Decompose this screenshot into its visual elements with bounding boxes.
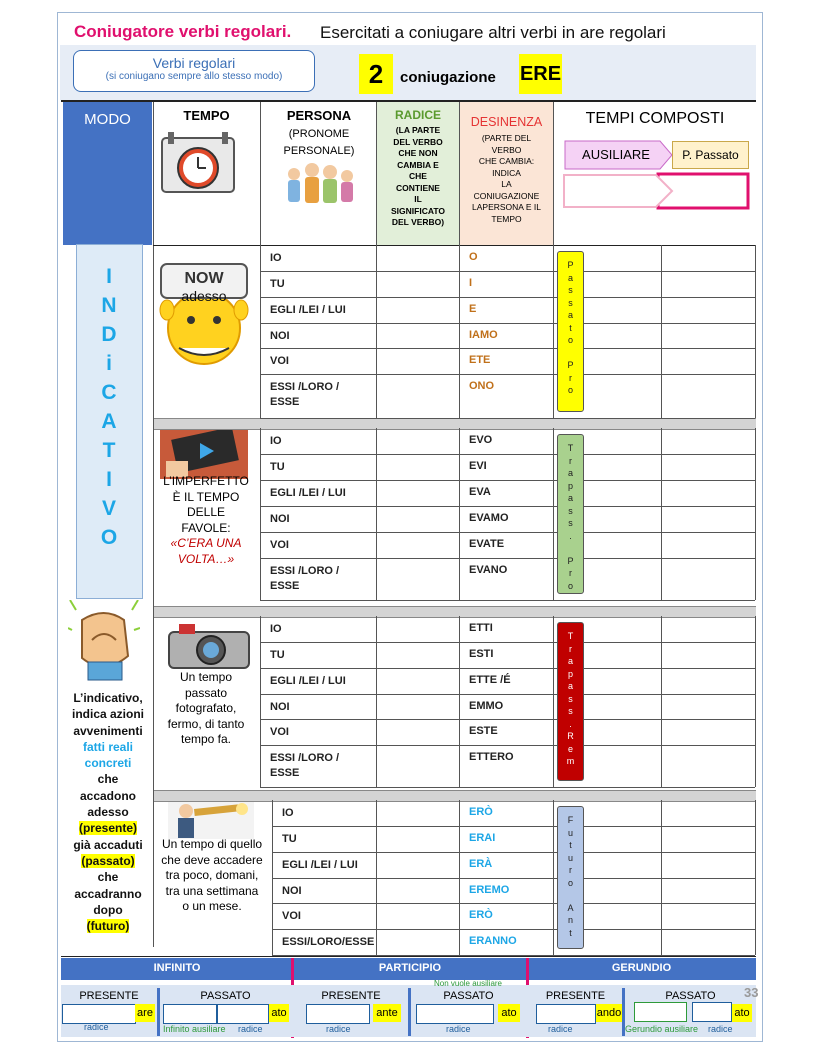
radice-input-cell[interactable] [377, 930, 458, 954]
persona-cell: NOI [282, 885, 302, 897]
table-bottom-line [61, 956, 756, 957]
participio-input-cell[interactable] [662, 298, 754, 322]
participio-passato-radice-hint: radice [446, 1024, 471, 1034]
persona-cell: ESSI /LORO / ESSE [270, 381, 340, 408]
radice-input-cell[interactable] [377, 617, 458, 641]
desinenza-cell: ESTE [469, 725, 498, 737]
desinenza-cell: EVATE [469, 538, 505, 550]
persona-cell: VOI [270, 355, 289, 367]
participio-input-cell[interactable] [662, 533, 754, 557]
gerundio-presente: PRESENTE [545, 990, 606, 1002]
col-line-4 [459, 102, 460, 245]
participio-label: PARTICIPIO [378, 962, 442, 974]
participio-input-cell[interactable] [662, 669, 754, 693]
radice-input-cell[interactable] [377, 695, 458, 718]
desinenza-cell: ETTI [469, 622, 493, 634]
indicativo-line: accadono [79, 788, 136, 803]
desinenza-cell: EVA [469, 486, 491, 498]
indicativo-line: dopo [93, 902, 123, 917]
ausiliare-input-cell[interactable] [586, 904, 660, 928]
ausiliare-input-cell[interactable] [586, 695, 660, 718]
indicativo-line: adesso [87, 805, 129, 820]
desinenza-cell: EREMO [469, 884, 510, 896]
modo-label: MODO [84, 111, 131, 128]
desinenza-cell: EVANO [469, 564, 508, 576]
col-line-2 [260, 102, 261, 245]
participio-input-cell[interactable] [662, 375, 754, 417]
row-right-line [755, 428, 756, 600]
tempo-description: Un tempo passato fotografato, fermo, di tanto tempo fa. [167, 670, 245, 746]
row-line [260, 787, 755, 788]
gerundio-passato-radice-hint: radice [708, 1024, 733, 1034]
ausiliare-input-cell[interactable] [586, 455, 660, 479]
persona-cell: NOI [270, 330, 290, 342]
persona-cell: TU [270, 461, 285, 473]
infinito-passato-radice-hint: radice [238, 1024, 263, 1034]
participio-input-cell[interactable] [662, 559, 754, 599]
ausiliare-input-cell[interactable] [586, 643, 660, 667]
indicativo-line: L’indicativo, [73, 691, 143, 705]
indicativo-line: che [97, 772, 119, 787]
infinito-ato-suffix: ato [269, 1004, 289, 1022]
infinito-ausiliare-input[interactable] [163, 1004, 217, 1024]
participio-input-cell[interactable] [662, 695, 754, 718]
participio-input-cell[interactable] [662, 801, 754, 825]
infinito-label: INFINITO [153, 962, 201, 974]
indicativo-line: fatti reali [82, 739, 133, 754]
ausiliare-input-cell[interactable] [586, 801, 660, 825]
ausiliare-input-cell[interactable] [586, 533, 660, 557]
radice-input-cell[interactable] [377, 720, 458, 744]
desinenza-cell: ETE [469, 354, 491, 366]
col-line-5 [553, 102, 554, 245]
radice-input-cell[interactable] [377, 455, 458, 479]
row-line [260, 600, 755, 601]
indicativo-line: (passato) [81, 853, 135, 868]
modo-header [63, 102, 152, 245]
non-vuole-ausiliare: Non vuole ausiliare [433, 979, 503, 988]
radice-input-cell[interactable] [377, 298, 458, 322]
participio-input-cell[interactable] [662, 746, 754, 786]
pointing-hand-icon [68, 600, 140, 682]
header-title: Esercitati a coniugare altri verbi in are regolari [320, 23, 666, 42]
radice-input-cell[interactable] [377, 429, 458, 453]
ausiliare-input-cell[interactable] [586, 246, 660, 270]
radice-input-cell[interactable] [377, 853, 458, 877]
ausiliare-input-cell[interactable] [586, 720, 660, 744]
radice-input-cell[interactable] [377, 669, 458, 693]
ausiliare-input-cell[interactable] [586, 349, 660, 373]
ausiliare-input-cell[interactable] [586, 507, 660, 531]
participio-input-cell[interactable] [662, 827, 754, 851]
participio-presente-input[interactable] [306, 1004, 370, 1024]
row-right-line [755, 616, 756, 787]
desinenza-cell: ETTERO [469, 751, 514, 763]
radice-input-cell[interactable] [377, 349, 458, 373]
row-right-line [755, 800, 756, 955]
tempo-composto-label: P a s s a t o P r o [557, 251, 584, 412]
participio-input-cell[interactable] [662, 617, 754, 641]
tempo-composto-label: F u t u r o A n t [557, 806, 584, 949]
radice-input-cell[interactable] [377, 827, 458, 851]
radice-input-cell[interactable] [377, 375, 458, 417]
desinenza-cell: ERAI [469, 832, 496, 844]
persona-cell: VOI [282, 910, 301, 922]
tempi-composti-header: TEMPI COMPOSTI [585, 110, 725, 127]
persona-cell: EGLI /LEI / LUI [270, 487, 346, 499]
infinito-presente-input[interactable] [62, 1004, 136, 1024]
persona-header: PERSONA [286, 108, 352, 123]
camera-icon [167, 622, 251, 670]
participio-input-cell[interactable] [662, 853, 754, 877]
participio-input-cell[interactable] [662, 904, 754, 928]
radice-header: RADICE [394, 108, 441, 122]
infinito-radice-hint: radice [84, 1022, 109, 1032]
radice-input-cell[interactable] [377, 643, 458, 667]
indicativo-line: già accaduti [73, 837, 143, 852]
persona-cell: EGLI /LEI / LUI [270, 675, 346, 687]
gerundio-radice-input[interactable] [692, 1002, 732, 1022]
radice-input-cell[interactable] [377, 801, 458, 825]
persona-cell: TU [282, 833, 297, 845]
persona-cell: ESSI /LORO / ESSE [270, 565, 340, 592]
ausiliare-input-cell[interactable] [586, 853, 660, 877]
participio-input-cell[interactable] [662, 643, 754, 667]
ausiliare-label: AUSILIARE [582, 147, 650, 162]
participio-input-cell[interactable] [662, 455, 754, 479]
adesso-label: adesso [181, 288, 227, 304]
infinito-radice-input[interactable] [217, 1004, 269, 1024]
ausiliare-input-cell[interactable] [586, 324, 660, 347]
ausiliare-input-cell[interactable] [586, 559, 660, 599]
tempo-description: Un tempo di quello che deve accadere tra poco, domani, tra una settimana o un mese. [161, 837, 263, 913]
desinenza-sub: (PARTE DEL VERBO CHE CAMBIA: INDICA LA CONIUGAZIONE LAPERSONA E IL TEMPO [472, 133, 541, 224]
verbi-regolari-box [73, 50, 315, 92]
tempi-composti-input[interactable] [562, 172, 752, 210]
desinenza-header: DESINENZA [470, 115, 543, 129]
participio-input-cell[interactable] [662, 272, 754, 296]
ausiliare-input-cell[interactable] [586, 879, 660, 902]
coniugazione-number: 2 [359, 54, 393, 94]
radice-input-cell[interactable] [377, 904, 458, 928]
participio-input-cell[interactable] [662, 324, 754, 347]
gerundio-passato: PASSATO [665, 990, 716, 1002]
participio-ato-suffix: ato [498, 1004, 520, 1022]
persona-cell: VOI [270, 539, 289, 551]
gerundio-ausiliare-hint: Gerundio ausiliare [625, 1024, 699, 1034]
indicativo-line: concreti [84, 756, 132, 771]
verbi-regolari-sub: (si coniugano sempre allo stesso modo) [105, 71, 283, 82]
desinenza-cell: E [469, 303, 477, 315]
persona-cell: EGLI /LEI / LUI [270, 304, 346, 316]
gerundio-ausiliare-input[interactable] [634, 1002, 687, 1022]
radice-input-cell[interactable] [377, 324, 458, 347]
participio-input-cell[interactable] [662, 246, 754, 270]
ausiliare-input-cell[interactable] [586, 746, 660, 786]
participio-passato-input[interactable] [416, 1004, 494, 1024]
col-line-3 [376, 102, 377, 245]
tempo-composto-label: T r a p a s s . R e m [557, 622, 584, 781]
participio-passato: PASSATO [443, 990, 494, 1002]
radice-sub: (LA PARTE DEL VERBO CHE NON CAMBIA E CHE CONTIENE IL SIGNIFICATO DEL VERBO) [391, 125, 445, 227]
ausiliare-input-cell[interactable] [586, 617, 660, 641]
row-line [260, 418, 755, 419]
people-icon [282, 160, 358, 206]
header-title-red: Coniugatore verbi regolari. [74, 22, 292, 41]
desinenza-cell: EVAMO [469, 512, 509, 524]
coniugazione-label: coniugazione [400, 69, 496, 86]
radice-input-cell[interactable] [377, 246, 458, 270]
tempo-composto-label: T r a p a s s . P r o [557, 434, 584, 594]
persona-cell: TU [270, 278, 285, 290]
desinenza-cell: I [469, 277, 473, 289]
p-passato-box: P. Passato [672, 141, 749, 169]
desinenza-cell: EVO [469, 434, 493, 446]
ausiliare-input-cell[interactable] [586, 272, 660, 296]
radice-input-cell[interactable] [377, 507, 458, 531]
ausiliare-input-cell[interactable] [586, 429, 660, 453]
gerundio-ato-suffix: ato [732, 1004, 752, 1022]
persona-cell: NOI [270, 513, 290, 525]
persona-cell: IO [270, 435, 282, 447]
indicativo-line: (futuro) [86, 919, 130, 934]
radice-input-cell[interactable] [377, 746, 458, 786]
infinito-are-suffix: are [135, 1004, 155, 1022]
gerundio-label: GERUNDIO [611, 962, 672, 974]
participio-input-cell[interactable] [662, 481, 754, 505]
ausiliare-input-cell[interactable] [586, 827, 660, 851]
radice-input-cell[interactable] [377, 533, 458, 557]
desinenza-cell: IAMO [469, 329, 498, 341]
participio-input-cell[interactable] [662, 720, 754, 744]
tempo-description: L’IMPERFETTO È IL TEMPO DELLE FAVOLE: «C’ERA UNA VOLTA…» [163, 474, 249, 566]
gerundio-ando-suffix: ando [596, 1004, 622, 1022]
desinenza-cell: ERÒ [469, 806, 493, 818]
participio-input-cell[interactable] [662, 507, 754, 531]
radice-input-cell[interactable] [377, 481, 458, 505]
ausiliare-input-cell[interactable] [586, 930, 660, 954]
participio-input-cell[interactable] [662, 429, 754, 453]
tempo-header: TEMPO [183, 108, 230, 123]
participio-ante-suffix: ante [373, 1004, 401, 1022]
radice-input-cell[interactable] [377, 879, 458, 902]
indicativo-line: indica azioni [71, 707, 144, 722]
telescope-man-icon [168, 801, 254, 839]
indicativo-line: avvenimenti [73, 723, 143, 738]
radice-input-cell[interactable] [377, 272, 458, 296]
persona-cell: NOI [270, 701, 290, 713]
ausiliare-input-cell[interactable] [586, 669, 660, 693]
desinenza-cell: EMMO [469, 700, 504, 712]
participio-input-cell[interactable] [662, 349, 754, 373]
desinenza-cell: ERÒ [469, 909, 493, 921]
clapperboard-icon [160, 425, 248, 479]
clock-icon [160, 132, 236, 196]
desinenza-cell: ERÀ [469, 858, 493, 870]
infinito-ausiliare-hint: Infinito ausiliare [163, 1024, 226, 1034]
indicativo-line: (presente) [78, 821, 137, 836]
persona-cell: IO [282, 807, 294, 819]
persona-sub2: PERSONALE) [283, 145, 355, 157]
participio-radice-hint: radice [326, 1024, 351, 1034]
infinito-passato: PASSATO [200, 990, 251, 1002]
ausiliare-input-cell[interactable] [586, 298, 660, 322]
desinenza-cell: ESTI [469, 648, 494, 660]
indicativo-line: che [97, 870, 119, 885]
gerundio-presente-input[interactable] [536, 1004, 596, 1024]
ausiliare-input-cell[interactable] [586, 481, 660, 505]
radice-input-cell[interactable] [377, 559, 458, 599]
gerundio-radice-hint: radice [548, 1024, 573, 1034]
coniugazione-ere: ERE [519, 54, 562, 94]
persona-cell: ESSI/LORO/ESSE [282, 936, 375, 948]
desinenza-cell: ETTE /É [469, 674, 511, 686]
participio-input-cell[interactable] [662, 879, 754, 902]
desinenza-cell: EVI [469, 460, 487, 472]
ausiliare-input-cell[interactable] [586, 375, 660, 417]
page-number: 33 [744, 985, 759, 1000]
persona-sub1: (PRONOME [288, 128, 350, 140]
desinenza-cell: ERANNO [469, 935, 517, 947]
participio-presente: PRESENTE [321, 990, 381, 1002]
infinito-presente: PRESENTE [79, 990, 139, 1002]
persona-cell: EGLI /LEI / LUI [282, 859, 358, 871]
persona-cell: VOI [270, 726, 289, 738]
indicativo-letters: I N D i C A T I V O [100, 265, 119, 549]
indicativo-description [63, 690, 153, 934]
verbi-regolari-title: Verbi regolari [152, 55, 236, 71]
persona-cell: ESSI /LORO / ESSE [270, 752, 340, 779]
now-label: NOW [184, 270, 224, 287]
desinenza-cell: O [469, 251, 478, 263]
participio-input-cell[interactable] [662, 930, 754, 954]
persona-cell: TU [270, 649, 285, 661]
persona-cell: IO [270, 623, 282, 635]
desinenza-cell: ONO [469, 380, 495, 392]
indicativo-line: accadranno [74, 886, 142, 901]
persona-cell: IO [270, 252, 282, 264]
row-right-line [755, 245, 756, 418]
